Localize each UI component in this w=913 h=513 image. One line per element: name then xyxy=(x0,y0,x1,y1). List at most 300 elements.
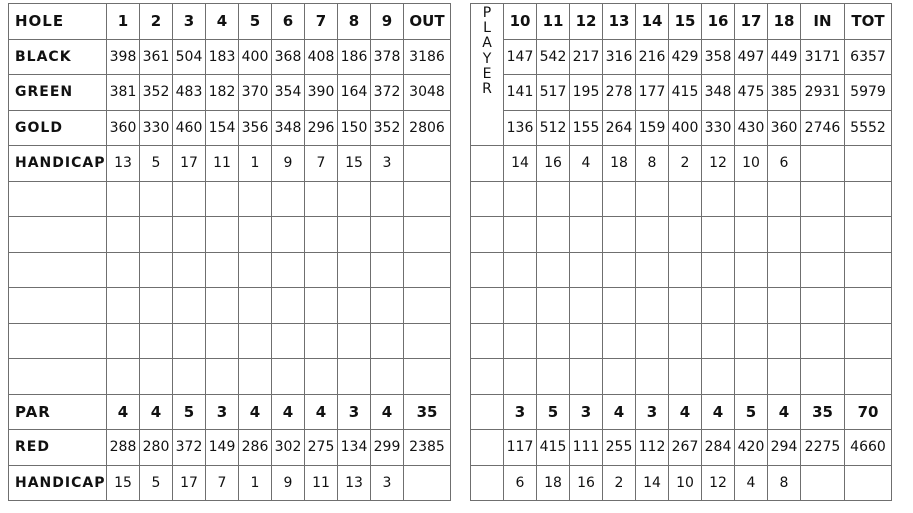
out-score-cell[interactable] xyxy=(404,323,451,359)
player-letter: L xyxy=(483,20,491,37)
handicap-cell: 5 xyxy=(140,465,173,501)
score-cell[interactable] xyxy=(504,181,537,217)
score-cell[interactable] xyxy=(471,181,504,217)
score-cell[interactable] xyxy=(768,288,801,324)
yardage-cell: 154 xyxy=(206,110,239,146)
player-name-cell[interactable] xyxy=(9,359,107,395)
in-score-cell[interactable] xyxy=(801,252,845,288)
score-cell[interactable] xyxy=(603,181,636,217)
score-cell[interactable] xyxy=(603,288,636,324)
yardage-cell: 141 xyxy=(504,75,537,111)
player-letter: A xyxy=(482,35,492,52)
yardage-cell: 302 xyxy=(272,430,305,466)
score-cell[interactable] xyxy=(669,359,702,395)
score-cell[interactable] xyxy=(305,217,338,253)
score-cell[interactable] xyxy=(504,217,537,253)
score-cell[interactable] xyxy=(570,181,603,217)
in-score-cell[interactable] xyxy=(801,359,845,395)
handicap-cell: 10 xyxy=(669,465,702,501)
score-cell[interactable] xyxy=(239,181,272,217)
score-cell[interactable] xyxy=(537,217,570,253)
score-cell[interactable] xyxy=(768,217,801,253)
score-cell[interactable] xyxy=(272,181,305,217)
grand-total: 5552 xyxy=(845,110,892,146)
yardage-cell: 542 xyxy=(537,39,570,75)
player-name-cell[interactable] xyxy=(9,323,107,359)
handicap-cell: 7 xyxy=(206,465,239,501)
yardage-cell: 186 xyxy=(338,39,371,75)
score-cell[interactable] xyxy=(570,359,603,395)
handicap-cell: 10 xyxy=(735,146,768,182)
hole-number: 12 xyxy=(570,4,603,40)
par-cell: 3 xyxy=(570,394,603,430)
par-cell: 3 xyxy=(636,394,669,430)
score-cell[interactable] xyxy=(206,288,239,324)
yardage-cell: 177 xyxy=(636,75,669,111)
hole-number: 7 xyxy=(305,4,338,40)
tot-score-cell[interactable] xyxy=(845,359,892,395)
score-cell[interactable] xyxy=(603,217,636,253)
back-nine-scorecard xyxy=(470,3,892,501)
tot-score-cell[interactable] xyxy=(845,288,892,324)
score-cell[interactable] xyxy=(570,288,603,324)
in-total: 2746 xyxy=(801,110,845,146)
score-cell[interactable] xyxy=(735,359,768,395)
yardage-cell: 182 xyxy=(206,75,239,111)
out-score-cell[interactable] xyxy=(404,359,451,395)
empty-cell xyxy=(845,146,892,182)
handicap-label: HANDICAP xyxy=(9,146,107,182)
score-cell[interactable] xyxy=(206,323,239,359)
score-cell[interactable] xyxy=(504,252,537,288)
yardage-cell: 216 xyxy=(636,39,669,75)
score-cell[interactable] xyxy=(735,288,768,324)
black-tee-row xyxy=(471,39,892,75)
par-out-total: 35 xyxy=(404,394,451,430)
score-cell[interactable] xyxy=(702,323,735,359)
yardage-cell: 155 xyxy=(570,110,603,146)
hole-number: 15 xyxy=(669,4,702,40)
par-cell: 4 xyxy=(239,394,272,430)
score-cell[interactable] xyxy=(471,288,504,324)
yardage-cell: 483 xyxy=(173,75,206,111)
in-score-cell[interactable] xyxy=(801,217,845,253)
in-score-cell[interactable] xyxy=(801,181,845,217)
par-row xyxy=(471,394,892,430)
par-cell: 5 xyxy=(735,394,768,430)
score-cell[interactable] xyxy=(669,181,702,217)
yardage-cell: 352 xyxy=(140,75,173,111)
score-cell[interactable] xyxy=(107,181,140,217)
score-cell[interactable] xyxy=(702,252,735,288)
score-cell[interactable] xyxy=(570,252,603,288)
score-cell[interactable] xyxy=(636,217,669,253)
par-cell: 4 xyxy=(305,394,338,430)
score-cell[interactable] xyxy=(735,252,768,288)
par-cell: 4 xyxy=(603,394,636,430)
gold-tee-row xyxy=(9,110,451,146)
tot-score-cell[interactable] xyxy=(845,181,892,217)
score-cell[interactable] xyxy=(272,217,305,253)
yardage-cell: 372 xyxy=(371,75,404,111)
score-cell[interactable] xyxy=(702,217,735,253)
score-cell[interactable] xyxy=(636,252,669,288)
yardage-cell: 112 xyxy=(636,430,669,466)
score-cell[interactable] xyxy=(669,323,702,359)
score-cell[interactable] xyxy=(140,359,173,395)
score-cell[interactable] xyxy=(338,359,371,395)
score-cell[interactable] xyxy=(107,252,140,288)
tot-score-cell[interactable] xyxy=(845,217,892,253)
yardage-cell: 512 xyxy=(537,110,570,146)
handicap-cell: 17 xyxy=(173,146,206,182)
empty-cell xyxy=(801,465,845,501)
out-score-cell[interactable] xyxy=(404,288,451,324)
score-cell[interactable] xyxy=(239,288,272,324)
yardage-cell: 164 xyxy=(338,75,371,111)
score-cell[interactable] xyxy=(669,288,702,324)
yardage-cell: 415 xyxy=(537,430,570,466)
score-cell[interactable] xyxy=(239,323,272,359)
score-cell[interactable] xyxy=(603,323,636,359)
par-cell: 3 xyxy=(504,394,537,430)
out-score-cell[interactable] xyxy=(404,181,451,217)
out-score-cell[interactable] xyxy=(404,217,451,253)
hole-number: 9 xyxy=(371,4,404,40)
score-cell[interactable] xyxy=(570,323,603,359)
score-cell[interactable] xyxy=(140,181,173,217)
score-cell[interactable] xyxy=(669,217,702,253)
score-cell[interactable] xyxy=(305,181,338,217)
handicap-cell: 4 xyxy=(570,146,603,182)
score-cell[interactable] xyxy=(272,288,305,324)
score-cell[interactable] xyxy=(702,359,735,395)
score-cell[interactable] xyxy=(702,181,735,217)
hole-number: 10 xyxy=(504,4,537,40)
handicap-cell: 17 xyxy=(173,465,206,501)
par-cell: 4 xyxy=(702,394,735,430)
out-total: 2806 xyxy=(404,110,451,146)
score-cell[interactable] xyxy=(471,252,504,288)
out-total: 2385 xyxy=(404,430,451,466)
score-cell[interactable] xyxy=(636,359,669,395)
score-cell[interactable] xyxy=(504,359,537,395)
handicap-cell: 11 xyxy=(305,465,338,501)
hole-row xyxy=(471,4,892,40)
score-cell[interactable] xyxy=(206,181,239,217)
par-cell: 4 xyxy=(669,394,702,430)
grand-total: 4660 xyxy=(845,430,892,466)
in-score-cell[interactable] xyxy=(801,288,845,324)
in-total: 2931 xyxy=(801,75,845,111)
score-cell[interactable] xyxy=(603,252,636,288)
score-cell[interactable] xyxy=(471,217,504,253)
out-score-cell[interactable] xyxy=(404,252,451,288)
score-cell[interactable] xyxy=(239,217,272,253)
score-cell[interactable] xyxy=(471,359,504,395)
score-cell[interactable] xyxy=(537,323,570,359)
yardage-cell: 449 xyxy=(768,39,801,75)
score-cell[interactable] xyxy=(239,252,272,288)
par-cell: 4 xyxy=(371,394,404,430)
score-cell[interactable] xyxy=(371,323,404,359)
yardage-cell: 420 xyxy=(735,430,768,466)
hole-label: HOLE xyxy=(9,4,107,40)
hole-number: 14 xyxy=(636,4,669,40)
handicap-cell: 12 xyxy=(702,465,735,501)
score-cell[interactable] xyxy=(272,323,305,359)
black-tee-label: BLACK xyxy=(9,39,107,75)
score-cell[interactable] xyxy=(371,252,404,288)
par-grand-total: 70 xyxy=(845,394,892,430)
yardage-cell: 400 xyxy=(239,39,272,75)
yardage-cell: 296 xyxy=(305,110,338,146)
yardage-cell: 299 xyxy=(371,430,404,466)
par-cell: 5 xyxy=(173,394,206,430)
score-cell[interactable] xyxy=(338,288,371,324)
score-cell[interactable] xyxy=(537,288,570,324)
score-row xyxy=(9,288,451,324)
score-cell[interactable] xyxy=(173,323,206,359)
score-cell[interactable] xyxy=(107,323,140,359)
score-cell[interactable] xyxy=(338,323,371,359)
hole-number: 18 xyxy=(768,4,801,40)
par-cell: 5 xyxy=(537,394,570,430)
handicap-cell: 1 xyxy=(239,465,272,501)
score-cell[interactable] xyxy=(107,359,140,395)
empty-cell xyxy=(471,394,504,430)
score-cell[interactable] xyxy=(206,252,239,288)
score-cell[interactable] xyxy=(537,359,570,395)
score-cell[interactable] xyxy=(173,359,206,395)
score-cell[interactable] xyxy=(636,181,669,217)
in-total: 3171 xyxy=(801,39,845,75)
score-cell[interactable] xyxy=(636,288,669,324)
score-row xyxy=(9,181,451,217)
score-cell[interactable] xyxy=(603,359,636,395)
handicap-cell: 12 xyxy=(702,146,735,182)
yardage-cell: 147 xyxy=(504,39,537,75)
yardage-cell: 111 xyxy=(570,430,603,466)
yardage-cell: 348 xyxy=(272,110,305,146)
handicap-cell: 18 xyxy=(603,146,636,182)
score-cell[interactable] xyxy=(206,217,239,253)
yardage-cell: 430 xyxy=(735,110,768,146)
handicap-cell: 9 xyxy=(272,465,305,501)
score-cell[interactable] xyxy=(504,323,537,359)
yardage-cell: 280 xyxy=(140,430,173,466)
yardage-cell: 475 xyxy=(735,75,768,111)
score-cell[interactable] xyxy=(768,181,801,217)
score-cell[interactable] xyxy=(239,359,272,395)
score-cell[interactable] xyxy=(173,288,206,324)
red-tee-row xyxy=(471,430,892,466)
yardage-cell: 195 xyxy=(570,75,603,111)
score-cell[interactable] xyxy=(272,252,305,288)
yardage-cell: 370 xyxy=(239,75,272,111)
hole-number: 11 xyxy=(537,4,570,40)
score-row xyxy=(9,359,451,395)
yardage-cell: 358 xyxy=(702,39,735,75)
red-handicap-label: HANDICAP xyxy=(9,465,107,501)
score-cell[interactable] xyxy=(338,181,371,217)
score-cell[interactable] xyxy=(140,252,173,288)
player-name-cell[interactable] xyxy=(9,217,107,253)
score-cell[interactable] xyxy=(471,323,504,359)
score-cell[interactable] xyxy=(338,252,371,288)
red-handicap-row xyxy=(9,465,451,501)
score-row xyxy=(471,181,892,217)
player-name-cell[interactable] xyxy=(9,288,107,324)
score-cell[interactable] xyxy=(537,252,570,288)
yardage-cell: 150 xyxy=(338,110,371,146)
score-cell[interactable] xyxy=(735,323,768,359)
score-cell[interactable] xyxy=(636,323,669,359)
in-total: 2275 xyxy=(801,430,845,466)
yardage-cell: 134 xyxy=(338,430,371,466)
yardage-cell: 504 xyxy=(173,39,206,75)
score-cell[interactable] xyxy=(140,323,173,359)
score-cell[interactable] xyxy=(173,181,206,217)
score-cell[interactable] xyxy=(305,252,338,288)
score-cell[interactable] xyxy=(735,217,768,253)
empty-cell xyxy=(404,146,451,182)
tot-score-cell[interactable] xyxy=(845,252,892,288)
yardage-cell: 385 xyxy=(768,75,801,111)
in-score-cell[interactable] xyxy=(801,323,845,359)
par-cell: 4 xyxy=(107,394,140,430)
yardage-cell: 288 xyxy=(107,430,140,466)
score-cell[interactable] xyxy=(140,217,173,253)
out-label: OUT xyxy=(404,4,451,40)
score-cell[interactable] xyxy=(768,252,801,288)
score-cell[interactable] xyxy=(305,323,338,359)
handicap-cell: 2 xyxy=(603,465,636,501)
score-cell[interactable] xyxy=(140,288,173,324)
yardage-cell: 284 xyxy=(702,430,735,466)
score-row xyxy=(9,252,451,288)
score-cell[interactable] xyxy=(305,359,338,395)
out-total: 3048 xyxy=(404,75,451,111)
par-in-total: 35 xyxy=(801,394,845,430)
handicap-cell: 11 xyxy=(206,146,239,182)
score-cell[interactable] xyxy=(570,217,603,253)
handicap-cell: 18 xyxy=(537,465,570,501)
yardage-cell: 136 xyxy=(504,110,537,146)
handicap-cell: 16 xyxy=(570,465,603,501)
yardage-cell: 400 xyxy=(669,110,702,146)
empty-cell xyxy=(471,430,504,466)
front-nine-scorecard xyxy=(8,3,451,501)
score-cell[interactable] xyxy=(173,252,206,288)
yardage-cell: 356 xyxy=(239,110,272,146)
score-cell[interactable] xyxy=(768,323,801,359)
yardage-cell: 330 xyxy=(702,110,735,146)
yardage-cell: 159 xyxy=(636,110,669,146)
score-row xyxy=(9,323,451,359)
handicap-cell: 13 xyxy=(107,146,140,182)
score-cell[interactable] xyxy=(107,217,140,253)
handicap-cell: 6 xyxy=(504,465,537,501)
yardage-cell: 330 xyxy=(140,110,173,146)
hole-number: 13 xyxy=(603,4,636,40)
score-cell[interactable] xyxy=(768,359,801,395)
score-cell[interactable] xyxy=(371,217,404,253)
yardage-cell: 255 xyxy=(603,430,636,466)
yardage-cell: 398 xyxy=(107,39,140,75)
score-cell[interactable] xyxy=(735,181,768,217)
red-tee-label: RED xyxy=(9,430,107,466)
score-row xyxy=(471,288,892,324)
handicap-cell: 9 xyxy=(272,146,305,182)
score-cell[interactable] xyxy=(371,359,404,395)
grand-total: 5979 xyxy=(845,75,892,111)
score-row xyxy=(9,217,451,253)
in-label: IN xyxy=(801,4,845,40)
score-cell[interactable] xyxy=(305,288,338,324)
score-cell[interactable] xyxy=(669,252,702,288)
gold-tee-row xyxy=(471,110,892,146)
yardage-cell: 378 xyxy=(371,39,404,75)
empty-cell xyxy=(801,146,845,182)
score-cell[interactable] xyxy=(371,288,404,324)
score-cell[interactable] xyxy=(206,359,239,395)
score-cell[interactable] xyxy=(107,288,140,324)
player-name-cell[interactable] xyxy=(9,252,107,288)
green-tee-row xyxy=(471,75,892,111)
yardage-cell: 348 xyxy=(702,75,735,111)
yardage-cell: 390 xyxy=(305,75,338,111)
player-letter: P xyxy=(482,5,492,21)
score-cell[interactable] xyxy=(504,288,537,324)
empty-cell xyxy=(471,465,504,501)
score-cell[interactable] xyxy=(702,288,735,324)
score-cell[interactable] xyxy=(371,181,404,217)
yardage-cell: 294 xyxy=(768,430,801,466)
yardage-cell: 149 xyxy=(206,430,239,466)
yardage-cell: 360 xyxy=(768,110,801,146)
yardage-cell: 278 xyxy=(603,75,636,111)
par-cell: 3 xyxy=(338,394,371,430)
player-name-cell[interactable] xyxy=(9,181,107,217)
score-cell[interactable] xyxy=(338,217,371,253)
handicap-cell: 15 xyxy=(107,465,140,501)
yardage-cell: 361 xyxy=(140,39,173,75)
handicap-cell: 7 xyxy=(305,146,338,182)
yardage-cell: 354 xyxy=(272,75,305,111)
handicap-cell: 3 xyxy=(371,465,404,501)
score-cell[interactable] xyxy=(272,359,305,395)
tot-score-cell[interactable] xyxy=(845,323,892,359)
yardage-cell: 372 xyxy=(173,430,206,466)
hole-number: 1 xyxy=(107,4,140,40)
handicap-cell: 4 xyxy=(735,465,768,501)
score-row xyxy=(471,359,892,395)
grand-total: 6357 xyxy=(845,39,892,75)
player-letter: Y xyxy=(482,50,492,67)
par-row xyxy=(9,394,451,430)
score-cell[interactable] xyxy=(537,181,570,217)
yardage-cell: 497 xyxy=(735,39,768,75)
handicap-cell: 6 xyxy=(768,146,801,182)
black-tee-row xyxy=(9,39,451,75)
handicap-cell: 1 xyxy=(239,146,272,182)
tot-label: TOT xyxy=(845,4,892,40)
par-cell: 4 xyxy=(768,394,801,430)
hole-number: 17 xyxy=(735,4,768,40)
score-cell[interactable] xyxy=(173,217,206,253)
yardage-cell: 183 xyxy=(206,39,239,75)
